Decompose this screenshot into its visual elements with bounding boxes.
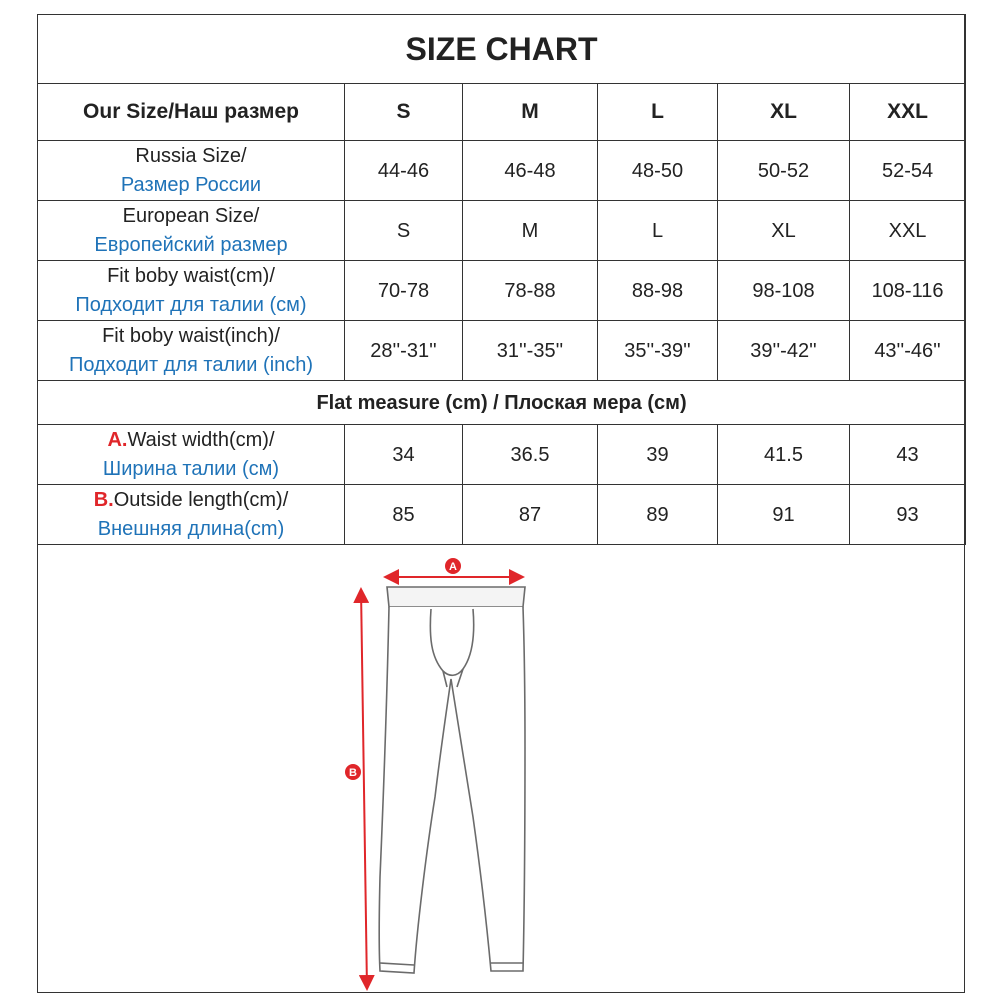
table-cell: 43 <box>850 425 966 485</box>
flat-measure-heading: Flat measure (cm) / Плоская мера (см) <box>38 381 966 425</box>
chart-title: SIZE CHART <box>38 15 966 84</box>
size-header-xl: XL <box>718 84 850 141</box>
table-cell: 98-108 <box>718 261 850 321</box>
waistband <box>387 587 525 607</box>
table-cell: 52-54 <box>850 141 966 201</box>
size-header-s: S <box>345 84 463 141</box>
row-label-ru: Размер России <box>120 173 262 196</box>
size-header-m: M <box>463 84 598 141</box>
row-label-en: European Size/ <box>122 204 260 227</box>
row-label-en <box>38 486 344 515</box>
table-cell: 93 <box>850 485 966 545</box>
table-cell: 35''-39'' <box>598 321 718 381</box>
table-row <box>38 261 966 321</box>
table-cell: XXL <box>850 201 966 261</box>
size-header-l: L <box>598 84 718 141</box>
size-header-label: Our Size/Наш размер <box>38 84 345 141</box>
table-cell: 85 <box>345 485 463 545</box>
row-label-ru: Ширина талии (см) <box>102 457 280 480</box>
measure-letter-b: B. <box>93 488 114 511</box>
table-row <box>38 485 966 545</box>
table-row <box>38 201 966 261</box>
table-cell: M <box>463 201 598 261</box>
pants-outline <box>379 587 525 973</box>
table-cell: 39''-42'' <box>718 321 850 381</box>
marker-b-text: B <box>349 767 357 779</box>
row-label-en: Russia Size/ <box>135 144 247 167</box>
row-label-en: Fit boby waist(cm)/ <box>107 264 275 287</box>
marker-a-text: A <box>449 561 457 573</box>
table-cell: 41.5 <box>718 425 850 485</box>
table-row <box>38 425 966 485</box>
row-label-ru: Подходит для талии (см) <box>75 293 307 316</box>
row-label <box>38 141 345 201</box>
legs <box>379 607 525 973</box>
table-cell: 36.5 <box>463 425 598 485</box>
row-label <box>38 201 345 261</box>
table-cell: 91 <box>718 485 850 545</box>
table-cell: 34 <box>345 425 463 485</box>
size-header-xxl: XXL <box>850 84 966 141</box>
measure-label-en: Waist width(cm)/ <box>127 428 275 451</box>
row-label-ru: Подходит для талии (inch) <box>68 353 314 376</box>
table-row <box>38 321 966 381</box>
marker-a-badge <box>445 558 461 574</box>
row-label <box>38 485 345 545</box>
table-cell: 46-48 <box>463 141 598 201</box>
size-chart-table <box>37 14 966 545</box>
row-label-en: Fit boby waist(inch)/ <box>102 324 280 347</box>
table-cell: 89 <box>598 485 718 545</box>
outside-length-arrow <box>361 589 367 989</box>
table-cell: 70-78 <box>345 261 463 321</box>
table-cell: 108-116 <box>850 261 966 321</box>
table-cell: 31''-35'' <box>463 321 598 381</box>
marker-b-badge <box>345 764 361 780</box>
table-row <box>38 141 966 201</box>
measure-letter-a: A. <box>107 428 128 451</box>
row-label-ru: Европейский размер <box>94 233 288 256</box>
measure-label-en: Outside length(cm)/ <box>113 488 289 511</box>
row-label <box>38 321 345 381</box>
row-label-en <box>38 426 344 455</box>
row-label-ru: Внешняя длина(cm) <box>97 517 285 540</box>
section-row <box>38 381 966 425</box>
row-label <box>38 261 345 321</box>
table-cell: L <box>598 201 718 261</box>
table-cell: 48-50 <box>598 141 718 201</box>
row-label <box>38 425 345 485</box>
table-cell: 43''-46'' <box>850 321 966 381</box>
table-cell: XL <box>718 201 850 261</box>
pants-measure-diagram <box>37 547 965 993</box>
table-cell: 44-46 <box>345 141 463 201</box>
table-cell: 28''-31'' <box>345 321 463 381</box>
table-cell: 78-88 <box>463 261 598 321</box>
table-cell: 87 <box>463 485 598 545</box>
table-cell: 50-52 <box>718 141 850 201</box>
size-header-row <box>38 84 966 141</box>
table-cell: S <box>345 201 463 261</box>
table-cell: 88-98 <box>598 261 718 321</box>
table-cell: 39 <box>598 425 718 485</box>
